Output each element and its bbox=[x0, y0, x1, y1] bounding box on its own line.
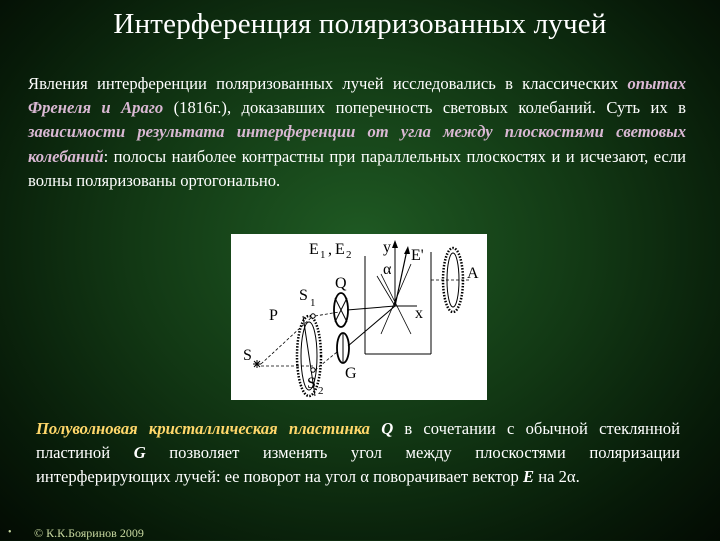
symbol-alpha: α bbox=[360, 467, 369, 486]
label-s: S bbox=[243, 347, 252, 364]
symbol-e: E bbox=[522, 467, 535, 486]
intro-text-1: Явления интерференции поляризованных лучей исследовались в классических bbox=[28, 74, 628, 93]
plate-text-4: на 2 bbox=[534, 467, 567, 486]
label-s2-sub: 2 bbox=[318, 385, 324, 397]
highlight-half-wave-plate: Полуволновая кристаллическая пластинка bbox=[36, 419, 370, 438]
label-x: x bbox=[415, 305, 423, 322]
label-comma: , bbox=[328, 241, 332, 258]
footer-bullet: • bbox=[8, 527, 12, 538]
label-q: Q bbox=[335, 275, 347, 292]
plate-text-5: . bbox=[575, 467, 580, 486]
symbol-g: G bbox=[133, 443, 146, 462]
plate-text-2: позволяет изменять угол между плоскостями поляризации интерферирующих лучей: ее поворот на угол bbox=[36, 443, 681, 486]
slide-title: Интерференция поляризованных лучей bbox=[113, 8, 607, 40]
glass-plate-g bbox=[337, 333, 349, 363]
plate-paragraph bbox=[36, 417, 680, 489]
symbol-q: Q bbox=[381, 419, 394, 438]
plate-text-3: поворачивает вектор bbox=[368, 467, 523, 486]
half-wave-plate-q bbox=[334, 293, 348, 327]
copyright-footer: © К.К.Бояринов 2009 bbox=[34, 526, 144, 540]
label-e1: E bbox=[309, 241, 319, 258]
intro-text-3: : полосы наиболее контрастны при параллельных плоскостях и и исчезают, если волны поляризованы ортогонально. bbox=[28, 146, 686, 190]
highlight-fresnel-arago: опытах Френеля и Араго bbox=[28, 74, 686, 118]
label-s1: S bbox=[299, 287, 308, 304]
label-p: P bbox=[269, 307, 278, 324]
label-g: G bbox=[345, 365, 357, 382]
label-s1-sub: 1 bbox=[310, 297, 316, 309]
label-e2: E bbox=[335, 241, 345, 258]
analyzer-a bbox=[431, 248, 471, 312]
intro-paragraph bbox=[28, 72, 686, 193]
light-source-s bbox=[253, 360, 261, 368]
symbol-alpha-2: α bbox=[566, 467, 576, 486]
plate-text-1: в сочетании с обычной стеклянной пластиной bbox=[36, 419, 680, 462]
label-s2: S bbox=[307, 375, 316, 392]
label-e1-sub: 1 bbox=[320, 249, 326, 261]
highlight-dependence: зависимости результата интерференции от угла между плоскостями световых колебаний bbox=[28, 122, 686, 166]
label-eprime: E' bbox=[411, 247, 424, 264]
label-a: A bbox=[467, 265, 479, 282]
label-y: y bbox=[383, 239, 391, 256]
label-e2-sub: 2 bbox=[346, 249, 352, 261]
screen-box bbox=[365, 252, 431, 354]
intro-text-2: (1816г.), доказавших поперечность световых колебаний. Суть их в bbox=[163, 98, 686, 118]
label-alpha: α bbox=[383, 261, 392, 278]
polarization-interference-diagram bbox=[231, 234, 487, 400]
